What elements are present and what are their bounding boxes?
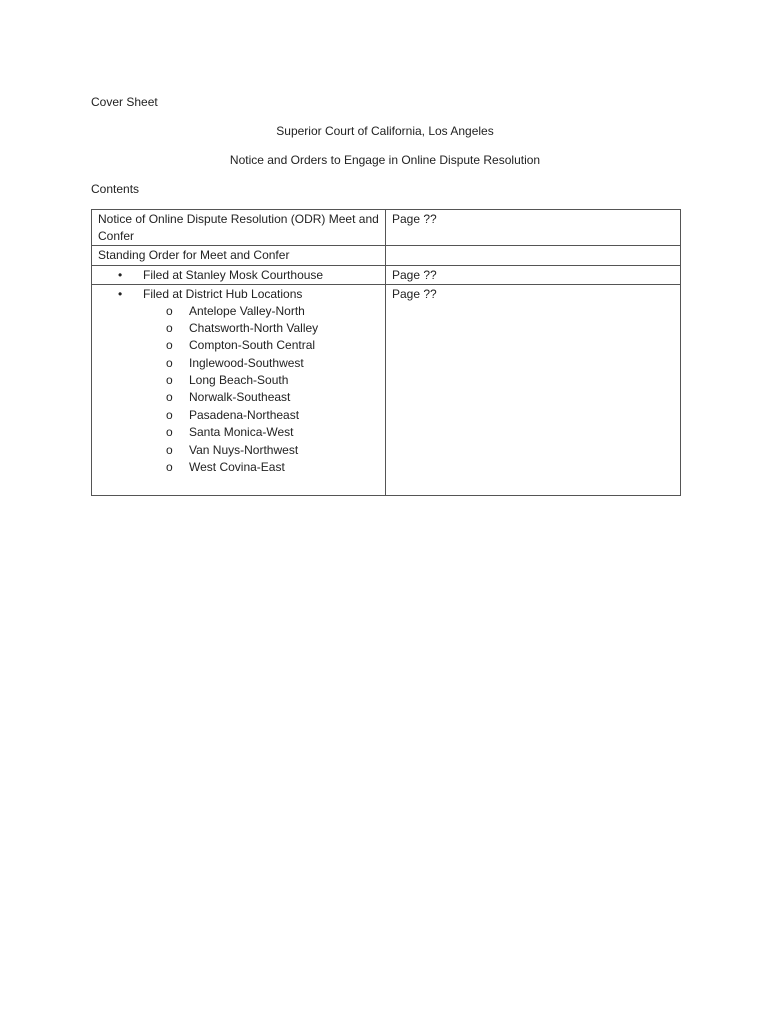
circle-bullet-icon: o bbox=[166, 303, 173, 318]
hub-location-label: Chatsworth-North Valley bbox=[189, 320, 319, 335]
hub-location-label: Compton-South Central bbox=[189, 338, 316, 353]
toc-cell-stanley-mosk bbox=[92, 265, 386, 285]
hub-location-label: West Covina-East bbox=[189, 460, 285, 475]
toc-title-odr-notice: Notice of Online Dispute Resolution (ODR) Meet and Confer bbox=[92, 210, 386, 246]
list-item bbox=[98, 407, 379, 424]
table-row bbox=[92, 285, 681, 496]
toc-title-stanley-mosk: Filed at Stanley Mosk Courthouse bbox=[143, 267, 324, 282]
circle-bullet-icon: o bbox=[166, 390, 173, 405]
circle-bullet-icon: o bbox=[166, 460, 173, 475]
hub-location-label: Pasadena-Northeast bbox=[189, 407, 300, 422]
hub-location-label: Norwalk-Southeast bbox=[189, 390, 291, 405]
contents-table bbox=[91, 209, 681, 496]
contents-label: Contents bbox=[91, 182, 140, 196]
bullet-icon: • bbox=[118, 267, 123, 282]
bullet-item bbox=[98, 267, 379, 284]
hub-location-label: Inglewood-Southwest bbox=[189, 355, 304, 370]
hub-location-label: Santa Monica-West bbox=[189, 425, 294, 440]
list-item bbox=[98, 372, 379, 389]
court-title: Superior Court of California, Los Angeles bbox=[276, 124, 494, 138]
toc-title-standing-order: Standing Order for Meet and Confer bbox=[92, 246, 386, 266]
toc-title-district-hubs: Filed at District Hub Locations bbox=[143, 287, 303, 301]
hub-locations-list bbox=[98, 303, 379, 495]
toc-page-standing-order bbox=[386, 246, 681, 266]
circle-bullet-icon: o bbox=[166, 407, 173, 422]
table-row bbox=[92, 265, 681, 285]
table-row bbox=[92, 246, 681, 266]
circle-bullet-icon: o bbox=[166, 355, 173, 370]
toc-cell-district-hubs bbox=[92, 285, 386, 496]
list-item bbox=[98, 442, 379, 459]
circle-bullet-icon: o bbox=[166, 320, 173, 335]
bullet-item bbox=[98, 286, 379, 303]
table-row bbox=[92, 210, 681, 246]
circle-bullet-icon: o bbox=[166, 338, 173, 353]
list-item bbox=[98, 320, 379, 337]
bullet-icon: • bbox=[118, 287, 123, 301]
list-item bbox=[98, 337, 379, 354]
list-item bbox=[98, 459, 379, 476]
list-item bbox=[98, 389, 379, 406]
list-item bbox=[98, 355, 379, 372]
list-item bbox=[98, 424, 379, 441]
toc-page-odr-notice: Page ?? bbox=[386, 210, 681, 246]
cover-sheet-label: Cover Sheet bbox=[91, 95, 158, 109]
circle-bullet-icon: o bbox=[166, 373, 173, 388]
hub-location-label: Van Nuys-Northwest bbox=[189, 442, 299, 457]
notice-title: Notice and Orders to Engage in Online Dispute Resolution bbox=[229, 153, 541, 167]
toc-page-district-hubs: Page ?? bbox=[386, 285, 681, 496]
hub-location-label: Long Beach-South bbox=[189, 373, 289, 388]
list-item bbox=[98, 303, 379, 320]
toc-page-stanley-mosk: Page ?? bbox=[386, 265, 681, 285]
hub-location-label: Antelope Valley-North bbox=[189, 303, 305, 318]
circle-bullet-icon: o bbox=[166, 442, 173, 457]
circle-bullet-icon: o bbox=[166, 425, 173, 440]
